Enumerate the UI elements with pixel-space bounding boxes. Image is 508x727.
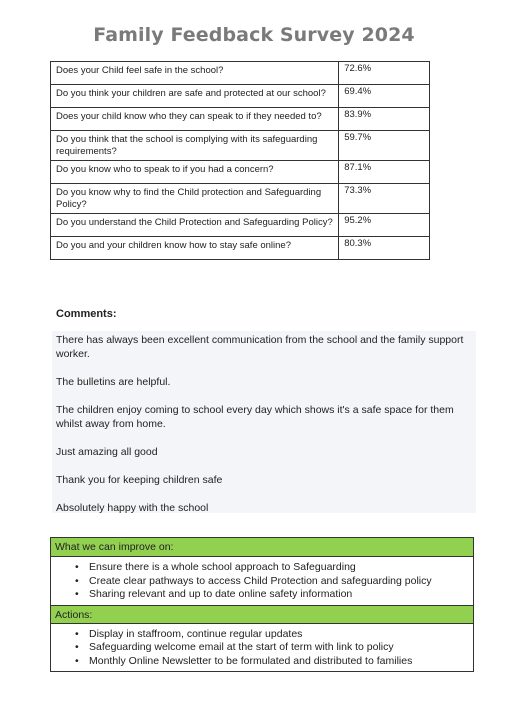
comment-text: Thank you for keeping children safe [56, 474, 223, 486]
table-row [51, 108, 430, 131]
list-item [75, 627, 473, 642]
list-item [75, 654, 473, 669]
improvements-table [50, 537, 474, 672]
comment-text: There has always been excellent communication from the school and the family support worker. [56, 334, 464, 360]
table-row [51, 85, 430, 108]
improve-item: Create clear pathways to access Child Protection and safeguarding policy [89, 574, 432, 587]
survey-percent: 59.7% [339, 131, 430, 161]
actions-list [51, 624, 473, 672]
comment-text: Just amazing all good [56, 446, 158, 458]
survey-percent: 80.3% [339, 237, 430, 260]
list-item [75, 641, 473, 655]
table-row [51, 161, 430, 184]
improve-item: Sharing relevant and up to date online safety information [89, 588, 353, 600]
survey-question: Do you think your children are safe and protected at our school? [51, 85, 339, 108]
bullet-icon: • [75, 641, 79, 653]
table-row [51, 214, 430, 237]
comment-text: Absolutely happy with the school [56, 502, 209, 514]
survey-percent: 83.9% [339, 108, 430, 131]
action-item: Monthly Online Newsletter to be formulated and distributed to families [89, 654, 413, 667]
action-item: Display in staffroom, continue regular updates [89, 627, 303, 640]
survey-percent: 95.2% [339, 214, 430, 237]
list-item [75, 574, 473, 589]
actions-heading: Actions: [51, 605, 473, 624]
survey-question: Do you understand the Child Protection and Safeguarding Policy? [51, 214, 339, 237]
table-row [51, 131, 430, 161]
bullet-icon: • [75, 654, 79, 667]
comment-text: The bulletins are helpful. [56, 376, 171, 388]
table-row [51, 237, 430, 260]
action-item: Safeguarding welcome email at the start of term with link to policy [89, 641, 394, 653]
survey-question: Do you know why to find the Child protection and Safeguarding Policy? [51, 184, 339, 214]
page-title: Family Feedback Survey 2024 [93, 24, 415, 46]
survey-percent: 87.1% [339, 161, 430, 184]
bullet-icon: • [75, 588, 79, 600]
bullet-icon: • [75, 561, 79, 573]
survey-question: Does your Child feel safe in the school? [51, 62, 339, 85]
improve-item: Ensure there is a whole school approach to Safeguarding [89, 561, 356, 573]
bullet-icon: • [75, 627, 79, 640]
list-item [75, 561, 473, 575]
survey-question: Do you and your children know how to stay safe online? [51, 237, 339, 260]
bullet-icon: • [75, 574, 79, 587]
survey-results-table [50, 61, 430, 260]
comments-box [52, 331, 476, 513]
table-row [51, 62, 430, 85]
comment-text: The children enjoy coming to school every day which shows it's a safe space for them whilst away from home. [56, 404, 454, 430]
survey-percent: 72.6% [339, 62, 430, 85]
table-row [51, 184, 430, 214]
improve-heading: What we can improve on: [51, 538, 473, 557]
survey-question: Do you think that the school is complying with its safeguarding requirements? [51, 131, 339, 161]
comments-heading: Comments: [56, 308, 117, 320]
survey-question: Does your child know who they can speak to if they needed to? [51, 108, 339, 131]
list-item [75, 588, 473, 602]
survey-question: Do you know who to speak to if you had a concern? [51, 161, 339, 184]
improve-list [51, 557, 473, 605]
survey-percent: 73.3% [339, 184, 430, 214]
survey-percent: 69.4% [339, 85, 430, 108]
